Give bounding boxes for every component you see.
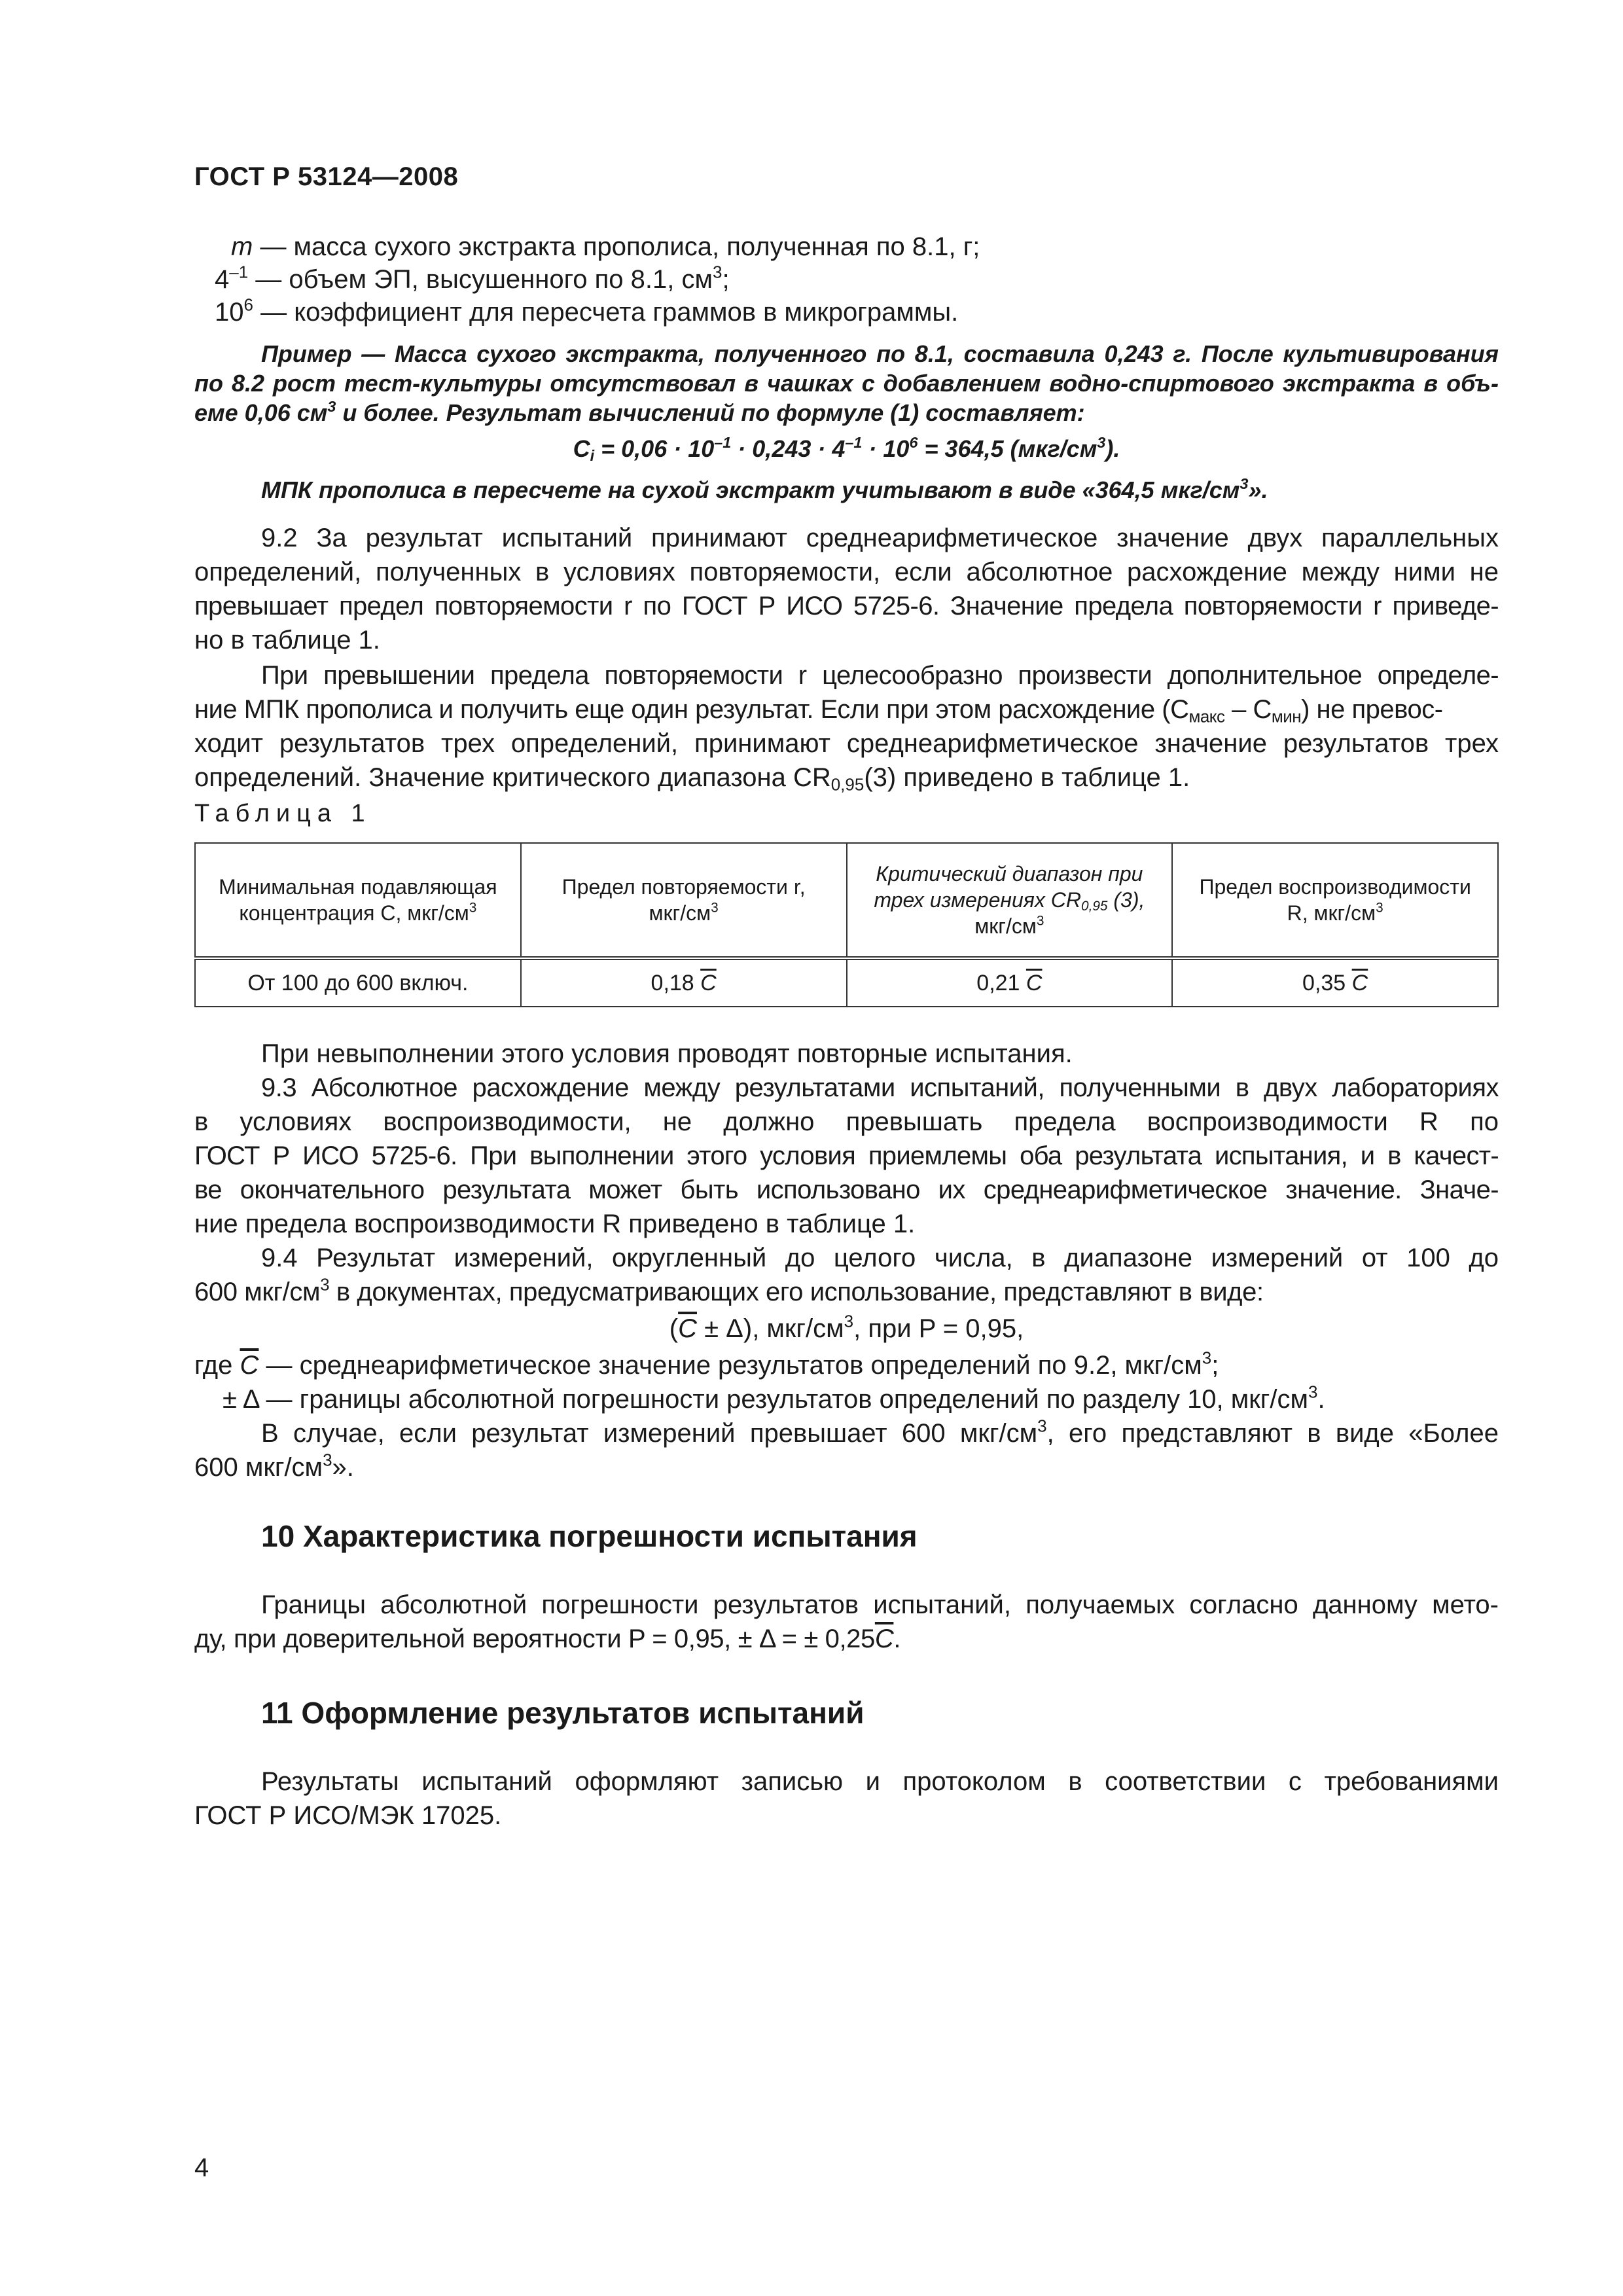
header-text: Предел повторяемости r,	[562, 875, 806, 899]
legend-item	[215, 262, 730, 295]
expr-symbol: $\overline{C}$	[678, 1314, 697, 1343]
paragraph-line: но в таблице 1.	[194, 626, 380, 655]
legend-text: — коэффициент для пересчета граммов в микрограммы.	[253, 298, 959, 327]
paragraph-line	[223, 1382, 1325, 1414]
example-exponent: 3	[327, 397, 336, 415]
text-span: в документах, предусматривающих его использование, представляют в виде:	[329, 1278, 1264, 1306]
text-span: где	[194, 1351, 240, 1380]
formula-part: = 0,06 · 10	[594, 435, 715, 462]
expr-part: , при P = 0,95,	[853, 1314, 1024, 1343]
paragraph-line: При невыполнении этого условия проводят повторные испытания.	[261, 1039, 1073, 1068]
paragraph-line: Результаты испытаний оформляют записью и протоколом в соответствии с требованиями	[261, 1767, 1499, 1796]
text-span: ;	[1211, 1351, 1219, 1380]
table-caption: Таблица 1	[194, 800, 372, 827]
header-text: Минимальная подавляющая	[219, 875, 497, 899]
result-expression	[194, 1311, 1499, 1344]
table-cell	[521, 958, 847, 1007]
paragraph-line	[194, 1274, 1264, 1307]
exponent: 3	[323, 1450, 332, 1470]
table-row	[195, 958, 1498, 1007]
header-exponent: 3	[1376, 900, 1383, 916]
formula-part: = 364,5 (мкг/см	[918, 435, 1097, 462]
section-heading: 10 Характеристика погрешности испытания	[261, 1519, 918, 1553]
table-header-cell	[1172, 843, 1498, 958]
paragraph-line: 9.4 Результат измерений, округленный до целого числа, в диапазоне измерений от 100 до	[261, 1244, 1499, 1272]
header-span: концентрация C, мкг/см	[239, 901, 469, 925]
header-text	[204, 900, 512, 926]
paragraph-line: ходит результатов трех определений, принимают среднеарифметическое значение результатов трех	[194, 729, 1499, 758]
example-text: МПК прополиса в пересчете на сухой экстракт учитывают в виде «364,5 мкг/см	[261, 476, 1240, 503]
legend-text: — объем ЭП, высушенного по 8.1, см	[248, 265, 713, 294]
cell-symbol: $\overline{C}$	[1026, 971, 1043, 996]
table-cell	[847, 958, 1173, 1007]
header-exponent: 3	[469, 900, 477, 916]
header-text	[855, 887, 1164, 913]
subscript: мин	[1271, 706, 1302, 726]
expr-part: (	[669, 1314, 679, 1343]
text-span: ».	[332, 1453, 354, 1482]
cell-value: 0,35	[1302, 971, 1352, 996]
header-span: мкг/см	[974, 914, 1037, 938]
example-line: Пример — Масса сухого экстракта, полученного по 8.1, составила 0,243 г. После культивирования	[261, 340, 1499, 367]
expr-part: ± Δ), мкг/см	[696, 1314, 844, 1343]
subscript: 0,95	[830, 774, 865, 795]
section-heading: 11 Оформление результатов испытаний	[261, 1696, 865, 1730]
document-header: ГОСТ Р 53124—2008	[194, 162, 459, 191]
header-exponent: 3	[1036, 913, 1044, 929]
example-exponent: 3	[1240, 475, 1249, 492]
formula-part: · 0,243 · 4	[731, 435, 846, 462]
text-span: , его представляют в виде «Более	[1046, 1419, 1499, 1448]
formula-exponent: 6	[909, 433, 918, 451]
legend-item	[231, 232, 980, 262]
paragraph-line	[194, 1624, 901, 1654]
header-span: R, мкг/см	[1287, 901, 1376, 925]
cell-value: 0,21	[976, 971, 1026, 996]
header-text	[529, 900, 838, 926]
cell-symbol: $\overline{C}$	[700, 971, 717, 996]
header-text	[855, 913, 1164, 939]
header-subscript: 0,95	[1081, 899, 1108, 914]
paragraph-line: ГОСТ Р ИСО 5725-6. При выполнении этого условия приемлемы оба результата испытания, и в качест-	[194, 1141, 1499, 1170]
text-span: — среднеарифметическое значение результатов определений по 9.2, мкг/см	[259, 1351, 1202, 1380]
paragraph-line: ве окончательного результата может быть использовано их среднеарифметическое значение. Значе-	[194, 1175, 1499, 1204]
text-span: .	[893, 1624, 901, 1653]
text-span: .	[1317, 1385, 1325, 1414]
formula-exponent: 3	[1097, 433, 1106, 451]
header-span: (3),	[1107, 888, 1145, 912]
legend-exponent: –1	[229, 262, 249, 282]
exponent: 3	[1202, 1348, 1212, 1368]
example-line	[194, 399, 1085, 427]
subscript: макс	[1188, 706, 1225, 726]
exponent: 3	[1308, 1382, 1318, 1402]
formula-part: · 10	[862, 435, 910, 462]
header-span: трех измерениях CR	[874, 888, 1081, 912]
exponent: 3	[1037, 1416, 1047, 1436]
table-cell	[1172, 958, 1498, 1007]
legend-exponent: 6	[243, 295, 253, 315]
table-header-cell	[521, 843, 847, 958]
header-text: Предел воспроизводимости	[1199, 875, 1471, 899]
text-span: ± Δ — границы абсолютной погрешности результатов определений по разделу 10, мкг/см	[223, 1385, 1308, 1414]
paragraph-line	[194, 1450, 354, 1482]
header-span: мкг/см	[649, 901, 711, 925]
example-result	[261, 476, 1268, 504]
table-header-cell	[847, 843, 1173, 958]
text-span: ние МПК прополиса и получить еще один результат. Если при этом расхождение (С	[194, 695, 1189, 724]
exponent: 3	[320, 1274, 330, 1295]
example-formula	[194, 435, 1499, 463]
paragraph-line	[194, 1348, 1219, 1380]
table-cell: От 100 до 600 включ.	[195, 958, 521, 1007]
text-span: определений. Значение критического диапазона CR	[194, 763, 831, 792]
paragraph-line	[261, 1416, 1499, 1448]
header-exponent: 3	[711, 900, 719, 916]
legend-text: — масса сухого экстракта прополиса, полученная по 8.1, г;	[253, 232, 980, 261]
text-span: (3) приведено в таблице 1.	[864, 763, 1190, 792]
formula-subscript: i	[590, 446, 595, 464]
paragraph-line: в условиях воспроизводимости, не должно превышать предела воспроизводимости R по	[194, 1107, 1499, 1136]
header-text: Критический диапазон при	[876, 862, 1143, 886]
example-text: и более. Результат вычислений по формуле (1) составляет:	[336, 399, 1085, 426]
data-table	[194, 842, 1499, 1007]
formula-exponent: –1	[845, 433, 863, 451]
paragraph-line: ние предела воспроизводимости R приведено в таблице 1.	[194, 1210, 916, 1238]
paragraph-line	[194, 763, 1190, 793]
paragraph-line: 9.3 Абсолютное расхождение между результатами испытаний, полученными в двух лабораториях	[261, 1073, 1499, 1102]
formula-part: ).	[1105, 435, 1120, 462]
text-span: ду, при доверительной вероятности P = 0,95, ± Δ = ± 0,25	[194, 1624, 875, 1653]
legend-unit-exponent: 3	[713, 262, 722, 282]
symbol: $\overline{C}$	[874, 1624, 894, 1653]
page-number: 4	[194, 2153, 209, 2182]
cell-symbol: $\overline{C}$	[1351, 971, 1368, 996]
paragraph-line: ГОСТ Р ИСО/МЭК 17025.	[194, 1801, 502, 1830]
paragraph-line: превышает предел повторяемости r по ГОСТ Р ИСО 5725-6. Значение предела повторяемости r приведе-	[194, 592, 1499, 620]
symbol: $\overline{C}$	[240, 1351, 259, 1380]
paragraph-line	[194, 695, 1499, 725]
legend-item	[215, 295, 959, 327]
text-span: 600 мкг/см	[194, 1278, 321, 1306]
text-span: В случае, если результат измерений превышает 600 мкг/см	[261, 1419, 1038, 1448]
legend-symbol: 10	[215, 298, 244, 327]
example-text: еме 0,06 см	[194, 399, 328, 426]
paragraph-line: При превышении предела повторяемости r целесообразно произвести дополнительное определе-	[261, 661, 1499, 690]
example-line: по 8.2 рост тест-культуры отсутствовал в чашках с добавлением водно-спиртового экстракта в объ-	[194, 370, 1499, 397]
table-header-row	[195, 843, 1498, 958]
exponent: 3	[844, 1311, 854, 1331]
legend-symbol: 4	[215, 265, 230, 294]
paragraph-line: 9.2 За результат испытаний принимают среднеарифметическое значение двух параллельных	[261, 524, 1499, 552]
text-span: 600 мкг/см	[194, 1453, 323, 1482]
text-span: ) не превос-	[1301, 695, 1443, 724]
example-text: ».	[1248, 476, 1268, 503]
cell-value: 0,18	[651, 971, 701, 996]
formula-exponent: –1	[714, 433, 732, 451]
formula-symbol: C	[573, 435, 590, 462]
text-span: – С	[1224, 695, 1272, 724]
legend-symbol: m	[231, 232, 253, 261]
paragraph-line: определений, полученных в условиях повторяемости, если абсолютное расхождение между ними не	[194, 558, 1499, 586]
paragraph-line: Границы абсолютной погрешности результатов испытаний, получаемых согласно данному мето-	[261, 1590, 1499, 1619]
header-text	[1181, 900, 1489, 926]
table-header-cell	[195, 843, 521, 958]
legend-tail: ;	[722, 265, 730, 294]
